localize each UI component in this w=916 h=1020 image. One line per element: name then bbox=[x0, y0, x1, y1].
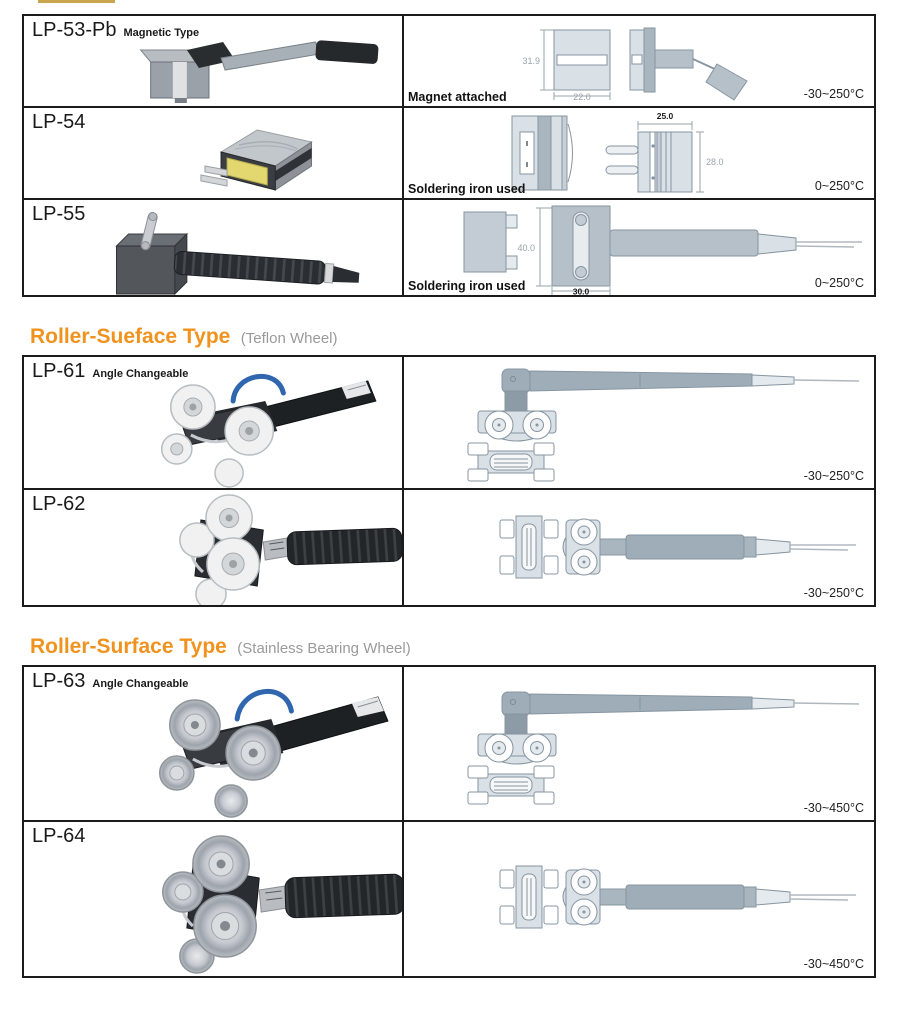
temperature-range: -30~250°C bbox=[803, 469, 864, 483]
model-name: LP-64 bbox=[32, 825, 86, 847]
model-name: LP-61 bbox=[32, 360, 86, 382]
drawing-caption: Magnet attached bbox=[408, 90, 507, 104]
model-name: LP-63 bbox=[32, 670, 86, 692]
cell-drawing bbox=[404, 108, 874, 198]
temperature-range: -30~450°C bbox=[803, 957, 864, 971]
table-row-lp63 bbox=[24, 667, 874, 820]
dim-label: 30.0 bbox=[572, 286, 590, 295]
table-row-lp61 bbox=[24, 357, 874, 488]
section-header-teflon bbox=[30, 325, 338, 349]
model-tag: Angle Changeable bbox=[92, 368, 189, 380]
dim-label: 28.0 bbox=[706, 157, 724, 167]
table-row-lp55 bbox=[24, 198, 874, 295]
section-subtitle: (Teflon Wheel) bbox=[240, 330, 338, 347]
section-title: Roller-Sueface Type bbox=[30, 325, 231, 348]
technical-drawing-lp63-icon bbox=[404, 667, 874, 820]
temperature-range: 0~250°C bbox=[814, 179, 864, 193]
cell-drawing bbox=[404, 16, 874, 106]
cell-product bbox=[24, 108, 404, 198]
cell-product bbox=[24, 490, 404, 605]
probe-table-contact bbox=[22, 14, 876, 297]
cell-drawing bbox=[404, 667, 874, 820]
model-tag: Magnetic Type bbox=[123, 27, 200, 39]
model-line bbox=[32, 203, 92, 226]
table-row-lp62 bbox=[24, 488, 874, 605]
model-name: LP-55 bbox=[32, 203, 86, 225]
table-row-lp64 bbox=[24, 820, 874, 976]
temperature-range: 0~250°C bbox=[814, 276, 864, 290]
dim-label: 25.0 bbox=[656, 111, 674, 121]
dim-label: 22.0 bbox=[573, 92, 591, 102]
temperature-range: -30~450°C bbox=[803, 801, 864, 815]
section-header-stainless bbox=[30, 635, 411, 659]
cell-product bbox=[24, 16, 404, 106]
drawing-caption: Soldering iron used bbox=[408, 279, 526, 293]
cell-drawing bbox=[404, 357, 874, 488]
probe-table-teflon bbox=[22, 355, 876, 607]
dim-label: 40.0 bbox=[517, 243, 535, 253]
model-line bbox=[32, 670, 188, 693]
cell-product bbox=[24, 357, 404, 488]
dim-label: 31.9 bbox=[522, 56, 540, 66]
model-line bbox=[32, 493, 92, 516]
cell-product bbox=[24, 667, 404, 820]
temperature-range: -30~250°C bbox=[803, 586, 864, 600]
probe-table-stainless bbox=[22, 665, 876, 978]
model-line bbox=[32, 825, 92, 848]
drawing-caption: Soldering iron used bbox=[408, 182, 526, 196]
cell-product bbox=[24, 822, 404, 976]
temperature-range: -30~250°C bbox=[803, 87, 864, 101]
table-row-lp54 bbox=[24, 106, 874, 198]
cut-off-tab bbox=[38, 0, 115, 3]
table-row-lp53pb bbox=[24, 16, 874, 106]
model-line bbox=[32, 19, 199, 42]
cell-drawing bbox=[404, 490, 874, 605]
model-tag: Angle Changeable bbox=[92, 678, 189, 690]
cell-product bbox=[24, 200, 404, 295]
cell-drawing bbox=[404, 822, 874, 976]
technical-drawing-lp64-icon bbox=[404, 822, 874, 976]
section-title: Roller-Surface Type bbox=[30, 635, 227, 658]
model-name: LP-62 bbox=[32, 493, 86, 515]
model-name: LP-53-Pb bbox=[32, 19, 117, 41]
model-name: LP-54 bbox=[32, 111, 86, 133]
cell-drawing bbox=[404, 200, 874, 295]
section-subtitle: (Stainless Bearing Wheel) bbox=[237, 640, 411, 657]
model-line bbox=[32, 360, 188, 383]
model-line bbox=[32, 111, 92, 134]
